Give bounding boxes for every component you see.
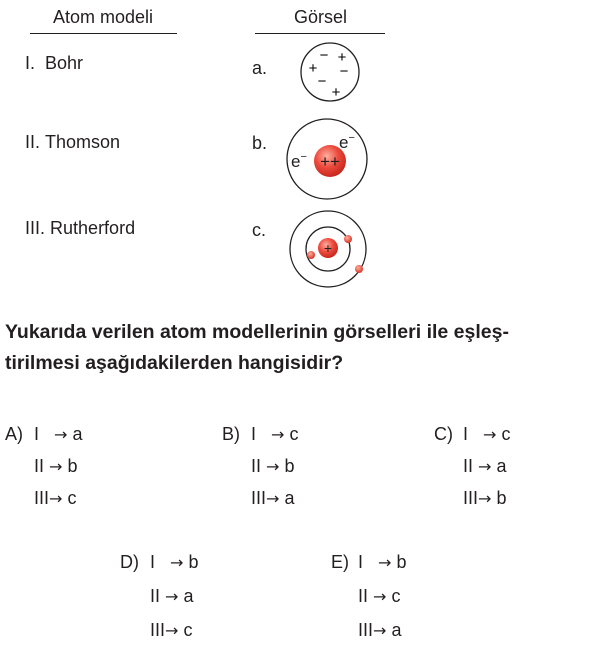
model-row-thomson xyxy=(25,132,120,153)
option-c-line: II → a xyxy=(463,456,507,476)
option-c-line: III→ b xyxy=(463,488,507,508)
option-b-line: I → c xyxy=(251,424,299,444)
option-e-line: II → c xyxy=(358,586,401,606)
option-d-letter[interactable]: D) xyxy=(120,552,139,572)
charge-sign: − xyxy=(339,63,349,80)
model-numeral: II. xyxy=(25,132,41,152)
charge-sign: + xyxy=(308,60,318,77)
option-c-letter[interactable]: C) xyxy=(434,424,453,444)
option-a-line: III→ c xyxy=(34,488,77,508)
charge-sign: − xyxy=(317,73,327,90)
charge-sign: + xyxy=(331,84,341,101)
electron-label-top: e− xyxy=(339,132,355,152)
option-a-line: II → b xyxy=(34,456,78,476)
visual-b-nuclear-model xyxy=(284,116,370,202)
header-atom-model: Atom modeli xyxy=(53,7,154,27)
option-d-line: III→ c xyxy=(150,620,193,640)
question-text xyxy=(5,317,590,379)
visual-letter-b: b. xyxy=(252,133,268,153)
visual-c-bohr-model xyxy=(284,205,372,293)
model-row-rutherford xyxy=(25,218,135,239)
nucleus-charge-label: + xyxy=(323,240,333,256)
model-name: Bohr xyxy=(45,53,84,73)
option-c-line: I → c xyxy=(463,424,511,444)
electron xyxy=(355,265,363,273)
model-numeral: III. xyxy=(25,218,46,238)
option-b-line: II → b xyxy=(251,456,295,476)
option-b-line: III→ a xyxy=(251,488,295,508)
option-d-line: II → a xyxy=(150,586,194,606)
visual-letter-c: c. xyxy=(252,220,267,240)
option-a-line: I → a xyxy=(34,424,83,444)
option-d-line: I → b xyxy=(150,552,199,572)
model-row-bohr xyxy=(25,53,83,74)
electron-label-left: e− xyxy=(291,151,307,171)
option-e-line: I → b xyxy=(358,552,407,572)
model-name: Thomson xyxy=(45,132,121,152)
question-line: Yukarıda verilen atom modellerinin görselleri ile eşleş- xyxy=(5,321,509,343)
model-numeral: I. xyxy=(25,53,36,73)
question-line: tirilmesi aşağıdakilerden hangisidir? xyxy=(5,352,344,374)
charge-sign: − xyxy=(319,47,329,64)
electron xyxy=(344,235,352,243)
nucleus-charge-label: ++ xyxy=(320,152,340,171)
header-atom-model-rule xyxy=(30,33,177,34)
option-e-letter[interactable]: E) xyxy=(331,552,349,572)
header-visual: Görsel xyxy=(294,7,348,27)
option-e-line: III→ a xyxy=(358,620,402,640)
header-visual-rule xyxy=(255,33,385,34)
visual-a-plum-pudding-model xyxy=(298,40,362,104)
model-name: Rutherford xyxy=(50,218,136,238)
option-a-letter[interactable]: A) xyxy=(5,424,23,444)
electron xyxy=(307,251,315,259)
option-b-letter[interactable]: B) xyxy=(222,424,240,444)
charge-sign: + xyxy=(337,49,347,66)
visual-letter-a: a. xyxy=(252,58,268,78)
